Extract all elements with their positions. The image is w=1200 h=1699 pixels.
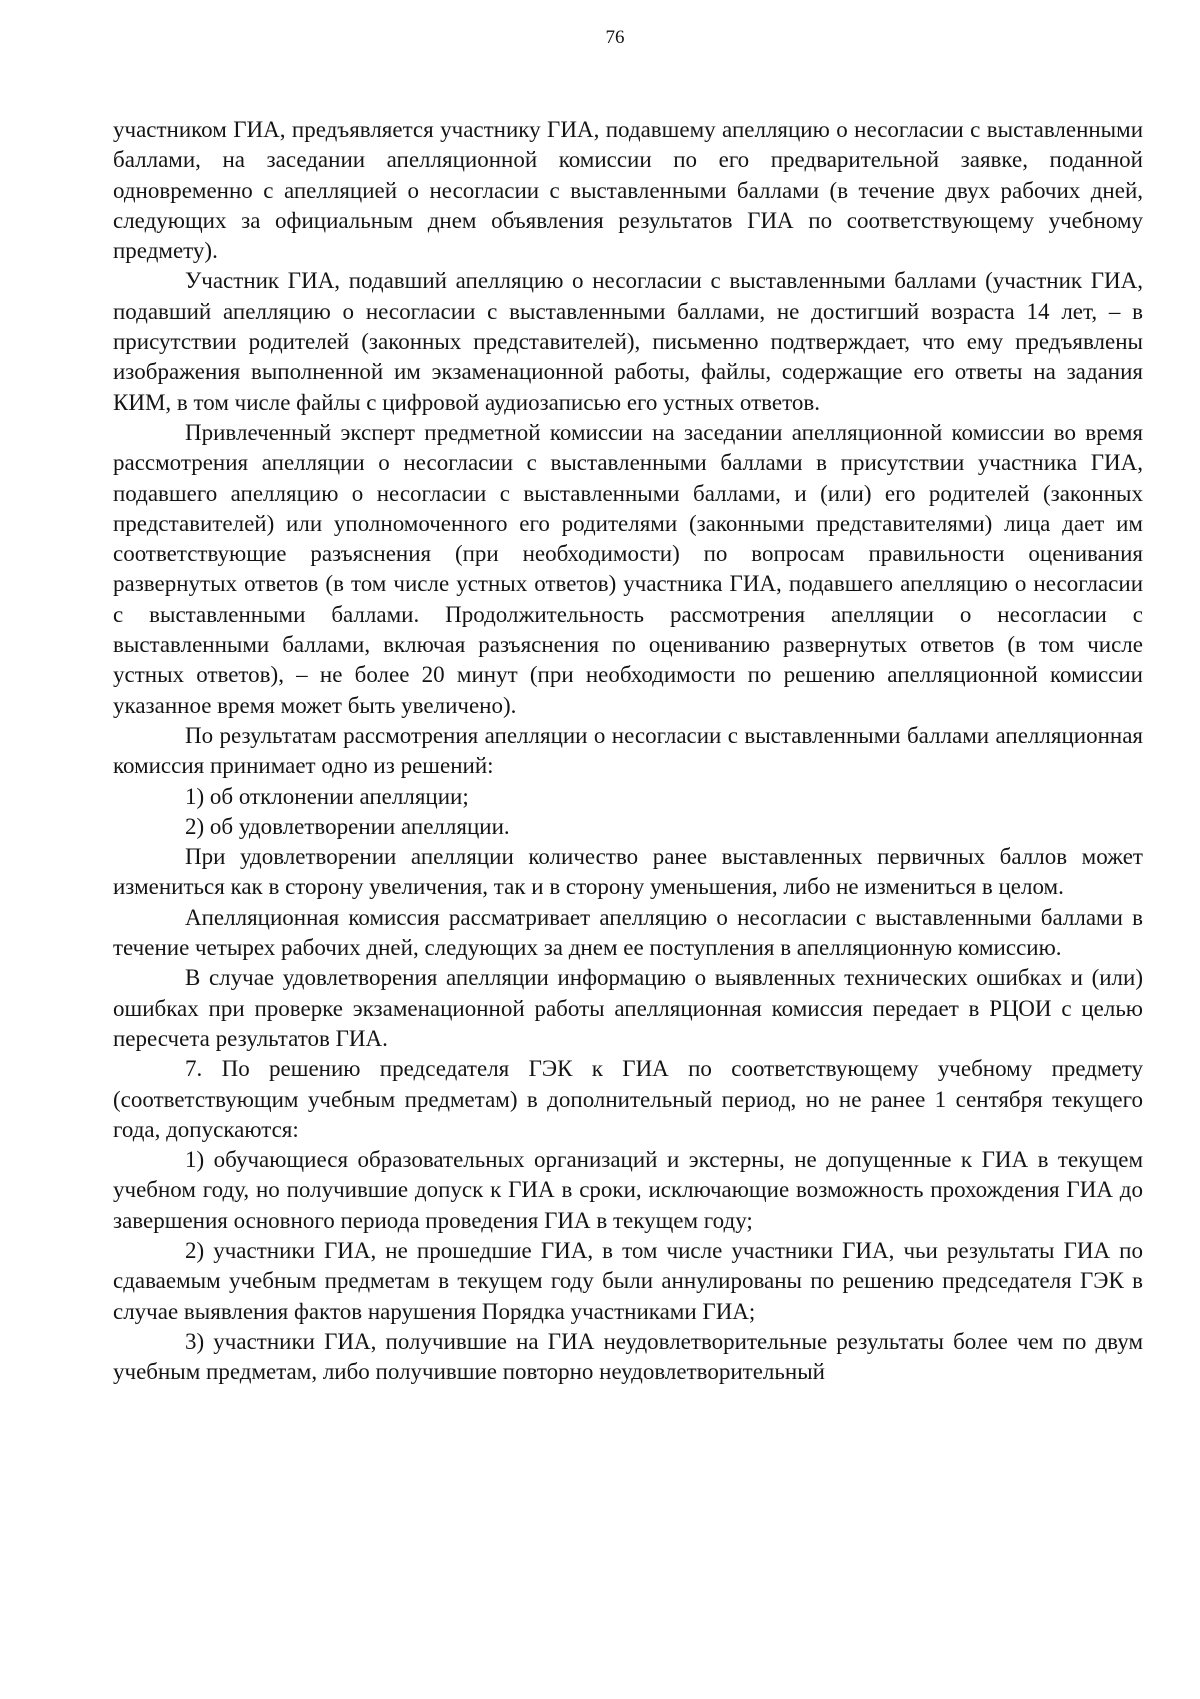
- document-body: [113, 115, 1143, 1387]
- page-number: 76: [605, 27, 625, 48]
- paragraph-score-change: При удовлетворении апелляции количество ранее выставленных первичных баллов может измениться как в сторону увеличения, так и в сторону уменьшения, либо не измениться в целом.: [113, 844, 1143, 900]
- list-item-not-passed: 2) участники ГИА, не прошедшие ГИА, в том числе участники ГИА, чьи результаты ГИА по сдаваемым учебным предметам в текущем году были аннулированы по решению председателя ГЭК в случае выявления фактов нарушения Порядка участниками ГИА;: [113, 1237, 1143, 1324]
- list-item-rejection: 1) об отклонении апелляции;: [185, 783, 469, 809]
- list-item-satisfaction: 2) об удовлетворении апелляции.: [185, 813, 510, 839]
- paragraph-review-period: Апелляционная комиссия рассматривает апелляцию о несогласии с выставленными баллами в течение четырех рабочих дней, следующих за днем ее поступления в апелляционную комиссию.: [113, 904, 1143, 961]
- paragraph-expert-explanations: Привлеченный эксперт предметной комиссии на заседании апелляционной комиссии во время рассмотрения апелляции о несогласии с выставленными баллами в присутствии участника ГИА, подавшего апелляцию о несогласии с выставленными баллами, и (или) его родителей (законных представителей) или уполномоченного его родителями (законными представителями) лица дает им соответствующие разъяснения (при необходимости) по вопросам правильности оценивания развернутых ответов (в том числе устных ответов) участника ГИА, подавшего апелляцию о несогласии с выставленными баллами. Продолжительность рассмотрения апелляции о несогласии с выставленными баллами, включая разъяснения по оцениванию развернутых ответов (в том числе устных ответов), – не более 20 минут (при необходимости по решению апелляционной комиссии указанное время может быть увеличено).: [113, 419, 1143, 718]
- list-item-unsatisfactory: 3) участники ГИА, получившие на ГИА неудовлетворительные результаты более чем по двум учебным предметам, либо получившие повторно неудовлетворительный: [113, 1328, 1143, 1385]
- list-item-not-admitted: 1) обучающиеся образовательных организаций и экстерны, не допущенные к ГИА в текущем учебном году, но получившие допуск к ГИА в сроки, исключающие возможность прохождения ГИА до завершения основного периода проведения ГИА в текущем году;: [113, 1147, 1143, 1233]
- paragraph-section-7: 7. По решению председателя ГЭК к ГИА по соответствующему учебному предмету (соответствующим учебным предметам) в дополнительный период, но не ранее 1 сентября текущего года, допускаются:: [113, 1056, 1143, 1142]
- paragraph-commission-decision: По результатам рассмотрения апелляции о несогласии с выставленными баллами апелляционная комиссия принимает одно из решений:: [113, 722, 1143, 779]
- paragraph-technical-errors: В случае удовлетворения апелляции информацию о выявленных технических ошибках и (или) ошибках при проверке экзаменационной работы апелляционная комиссия передает в РЦОИ с целью пересчета результатов ГИА.: [113, 965, 1143, 1051]
- paragraph-participant-confirms: Участник ГИА, подавший апелляцию о несогласии с выставленными баллами (участник ГИА, подавший апелляцию о несогласии с выставленными баллами, не достигший возраста 14 лет, – в присутствии родителей (законных представителей), письменно подтверждает, что ему предъявлены изображения выполненной им экзаменационной работы, файлы, содержащие его ответы на задания КИМ, в том числе файлы с цифровой аудиозаписью его устных ответов.: [113, 268, 1143, 415]
- paragraph-continuation: участником ГИА, предъявляется участнику ГИА, подавшему апелляцию о несогласии с выставленными баллами, на заседании апелляционной комиссии по его предварительной заявке, поданной одновременно с апелляцией о несогласии с выставленными баллами (в течение двух рабочих дней, следующих за официальным днем объявления результатов ГИА по соответствующему учебному предмету).: [113, 117, 1143, 264]
